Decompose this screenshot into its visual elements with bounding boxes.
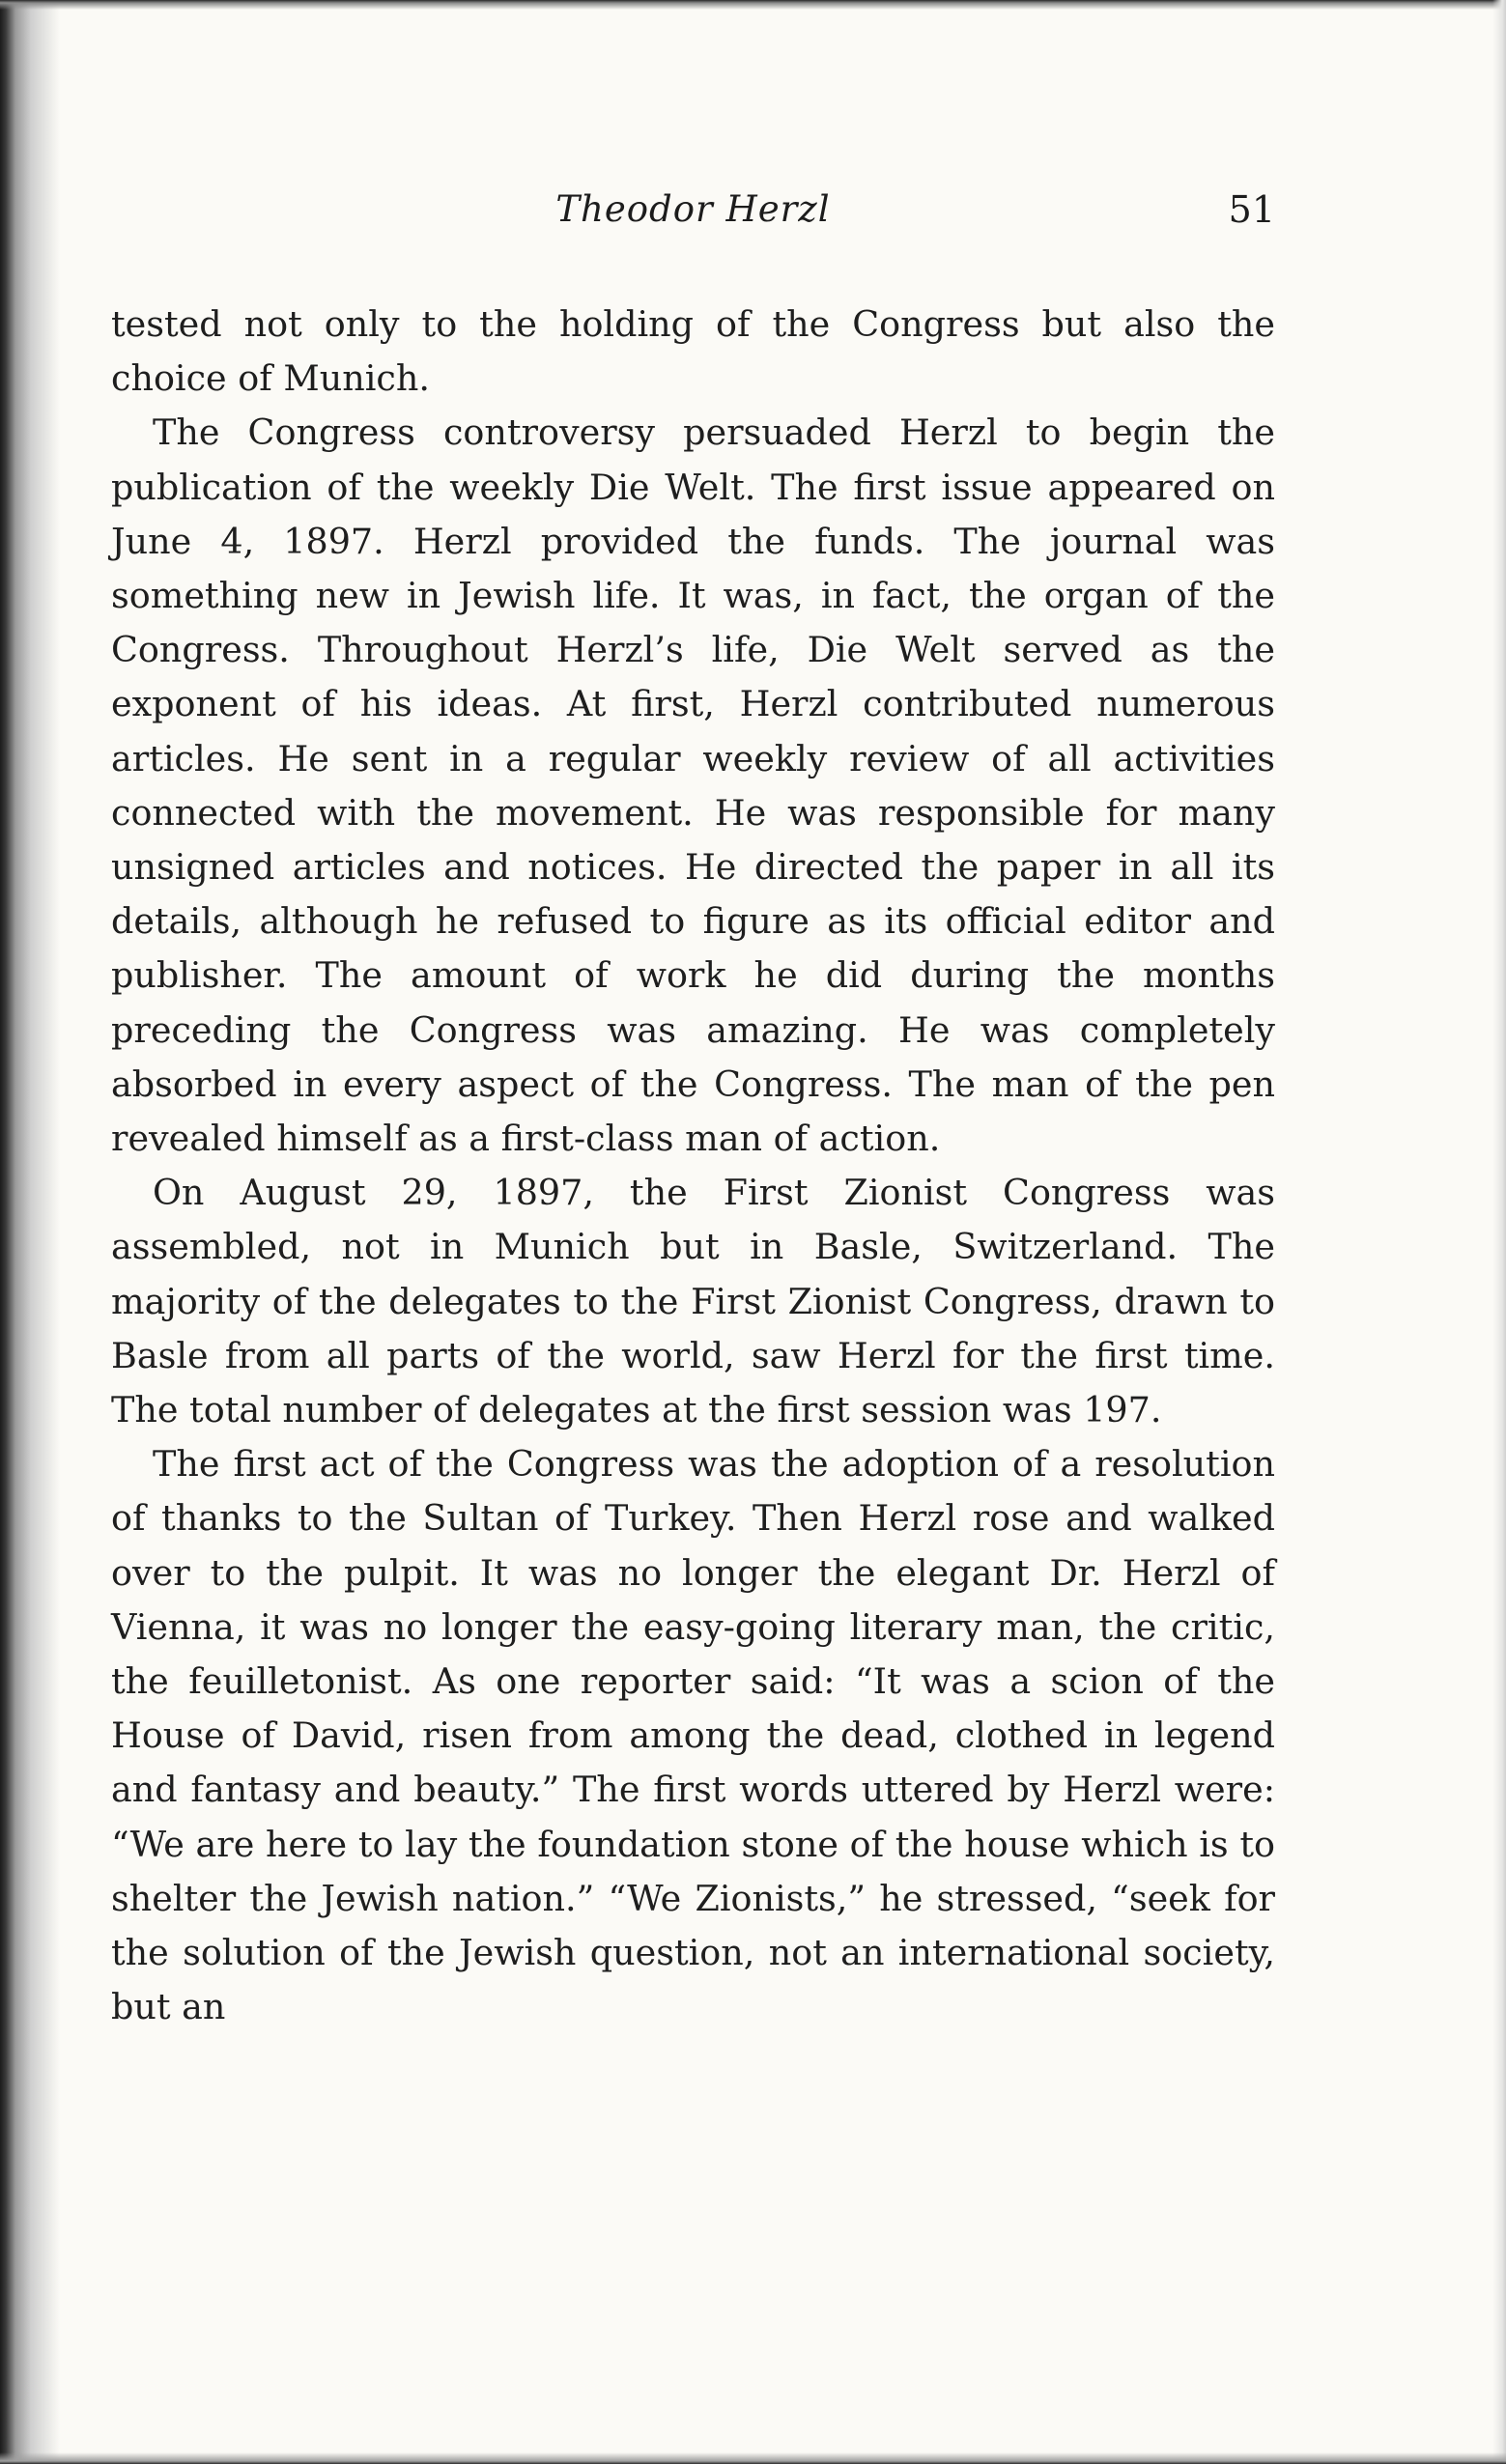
paragraph-die-welt: The Congress controversy persuaded Herzl to begin the publication of the weekly Die Welt. The first issue appeared on June 4, 1897. Herzl provided the funds. The journal was something new in Jewish life. It was, in fact, the organ of the Congress. Throughout Herzl’s life, Die Welt served as the exponent of his ideas. At first, Herzl contributed numerous articles. He sent in a regular weekly review of all activities connected with the movement. He was responsible for many unsigned articles and notices. He directed the paper in all its details, although he refused to figure as its official editor and publisher. The amount of work he did during the months preceding the Congress was amazing. He was completely absorbed in every aspect of the Congress. The man of the pen revealed himself as a first-class man of action. <box>111 411 1275 1160</box>
paragraph-herzl-speech: The first act of the Congress was the adoption of a resolution of thanks to the Sultan of Turkey. Then Herzl rose and walked over to the pulpit. It was no longer the elegant Dr. Herzl of Vienna, it was no longer the easy-going literary man, the critic, the feuilletonist. As one reporter said: “It was a scion of the House of David, risen from among the dead, clothed in legend and fantasy and beauty.” The first words uttered by Herzl were: “We are here to lay the foundation stone of the house which is to shelter the Jewish nation.” “We Zionists,” he stressed, “seek for the solution of the Jewish question, not an international society, but an <box>111 1443 1275 2028</box>
top-scan-edge <box>0 0 1506 10</box>
running-head <box>111 188 1275 246</box>
paragraph-continued: tested not only to the holding of the Congress but also the choice of Munich. <box>111 303 1275 400</box>
running-title: Theodor Herzl <box>555 188 831 230</box>
body-text <box>111 297 1275 2035</box>
binding-shadow <box>0 0 60 2464</box>
bottom-scan-edge <box>0 2452 1506 2464</box>
page-number: 51 <box>1228 188 1275 231</box>
paragraph-first-congress: On August 29, 1897, the First Zionist Congress was assembled, not in Munich but in Basle, Switzerland. The majority of the delegates to the First Zionist Congress, drawn to Basle from all parts of the world, saw Herzl for the first time. The total number of delegates at the first session was 197. <box>111 1172 1275 1431</box>
right-scan-edge <box>1492 0 1506 2464</box>
